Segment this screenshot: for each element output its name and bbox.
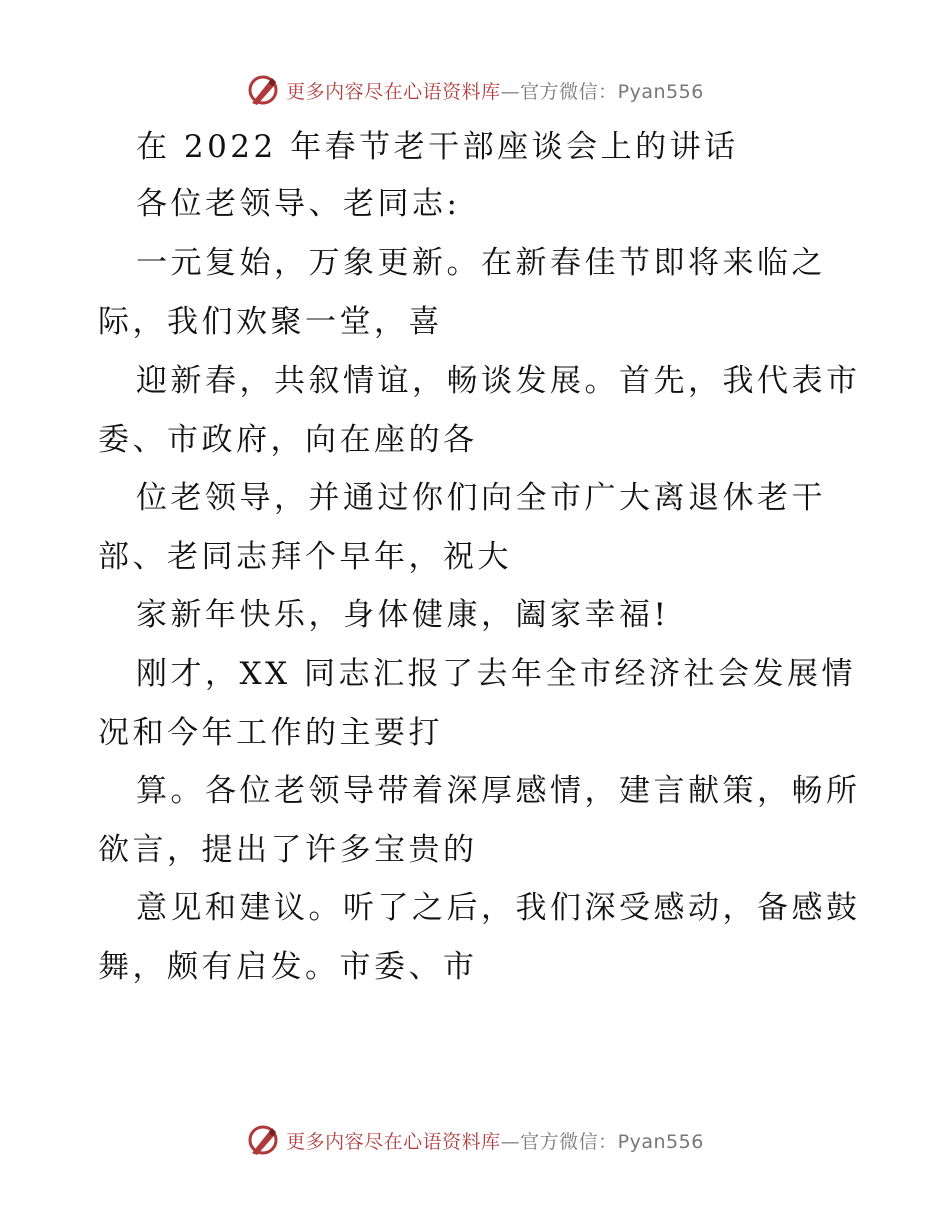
- text-line: 舞，颇有启发。市委、市: [98, 949, 478, 985]
- pen-logo-icon: [246, 73, 280, 107]
- text-line: 刚才，XX 同志汇报了去年全市经济社会发展情: [136, 656, 856, 692]
- text-line: 算。各位老领导带着深厚感情，建言献策，畅所: [136, 773, 861, 809]
- text-line: 一元复始，万象更新。在新春佳节即将来临之: [136, 245, 826, 281]
- footer-banner: [0, 1120, 950, 1160]
- text-line: 意见和建议。听了之后，我们深受感动，备感鼓: [136, 890, 861, 926]
- text-line: 委、市政府，向在座的各: [98, 422, 478, 458]
- banner-text: 更多内容尽在心语资料库—官方微信：Pyan556: [286, 1130, 704, 1153]
- banner-text: 更多内容尽在心语资料库—官方微信：Pyan556: [286, 80, 704, 103]
- text-line: 位老领导，并通过你们向全市广大离退休老干: [136, 480, 826, 516]
- header-banner: [0, 70, 950, 110]
- document-title: 在 2022 年春节老干部座谈会上的讲话: [136, 129, 739, 165]
- text-line: 部、老同志拜个早年，祝大: [98, 539, 512, 575]
- pen-logo-icon: [246, 1123, 280, 1157]
- text-line: 迎新春，共叙情谊，畅谈发展。首先，我代表市: [136, 363, 861, 399]
- text-line: 欲言，提出了许多宝贵的: [98, 832, 478, 868]
- salutation: 各位老领导、老同志:: [136, 186, 461, 222]
- text-line: 况和今年工作的主要打: [98, 715, 443, 751]
- text-line: 家新年快乐，身体健康，阖家幸福!: [136, 597, 670, 633]
- text-line: 际，我们欢聚一堂，喜: [98, 304, 443, 340]
